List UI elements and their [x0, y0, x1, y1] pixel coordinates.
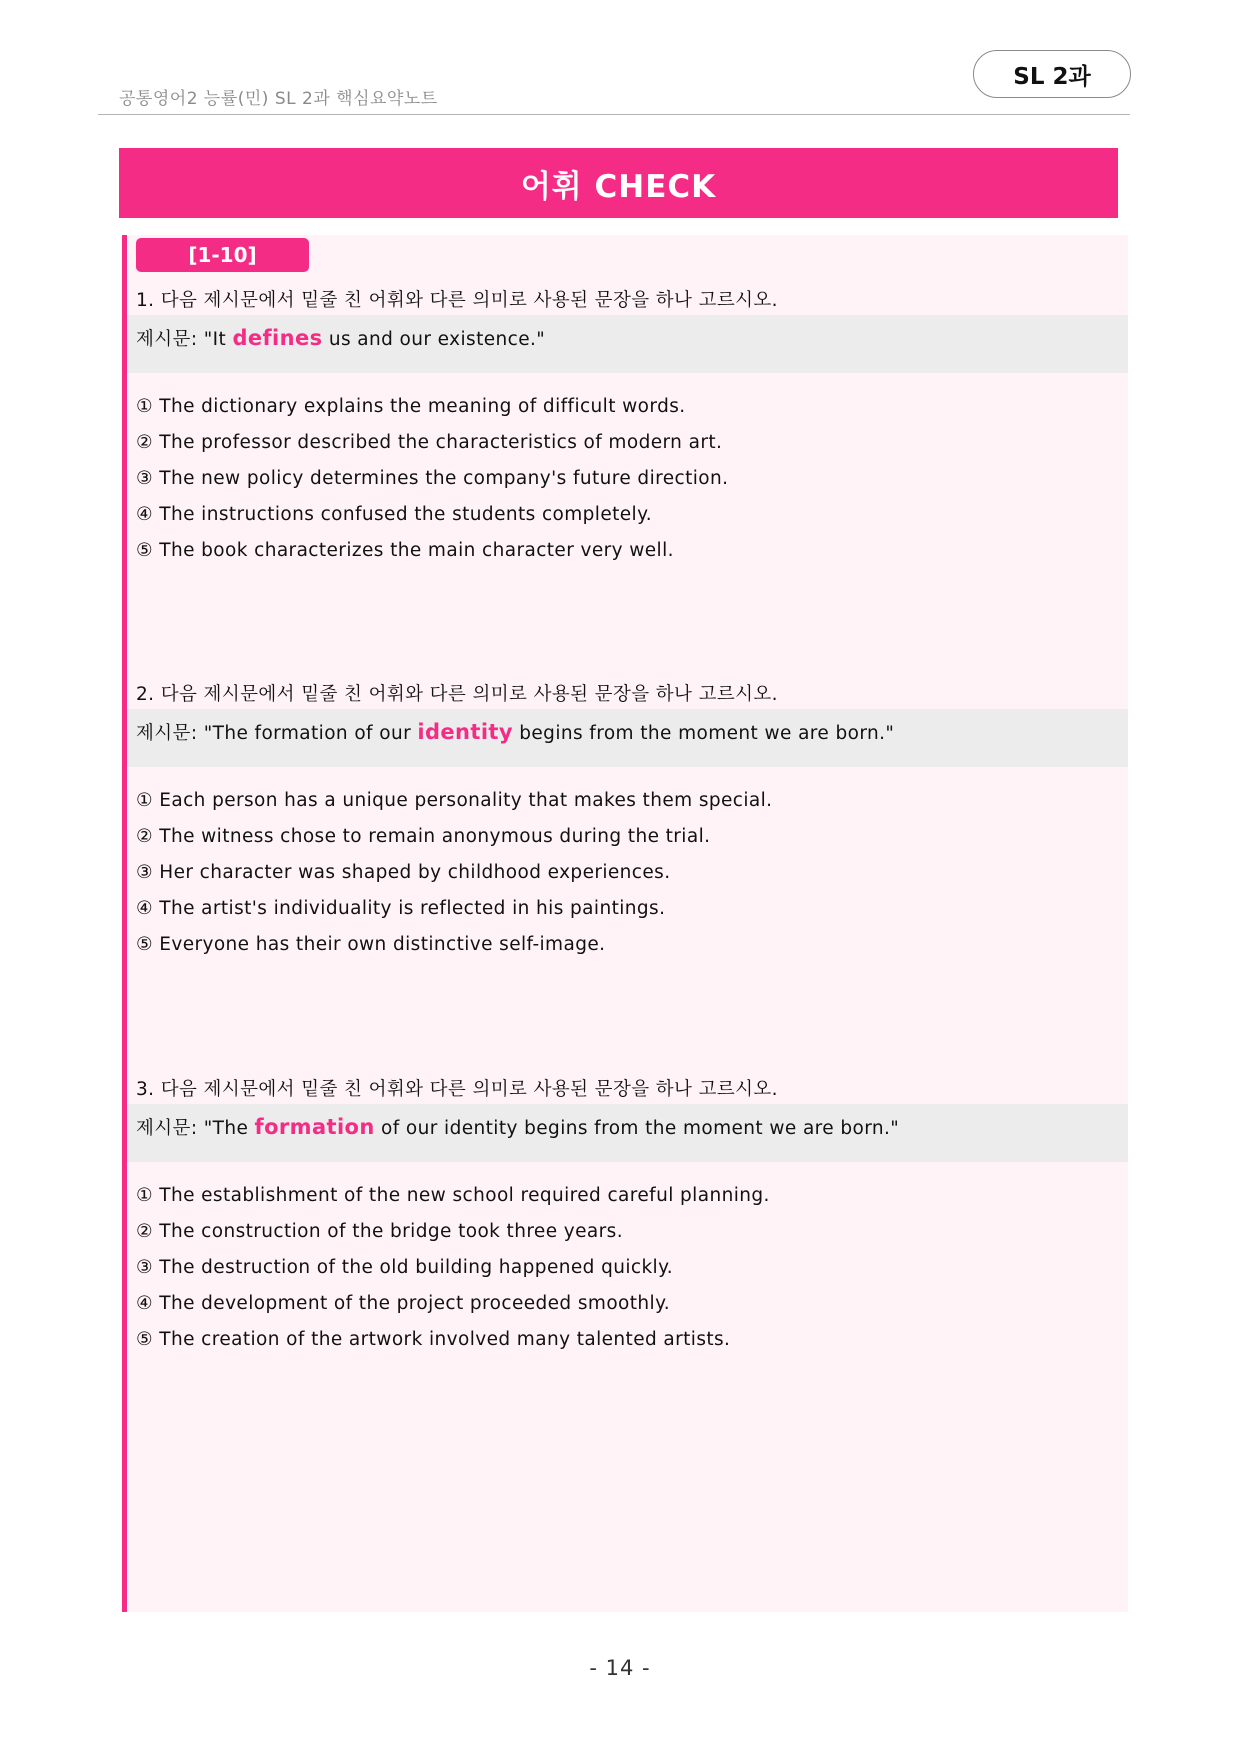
answer-option[interactable]: ② The witness chose to remain anonymous during the trial.	[136, 826, 711, 847]
question-1-passage	[136, 325, 545, 353]
target-word: identity	[417, 720, 513, 744]
answer-option[interactable]: ⑤ The creation of the artwork involved many talented artists.	[136, 1329, 731, 1350]
passage-label: 제시문:	[136, 1118, 204, 1139]
answer-option[interactable]: ② The professor described the characteristics of modern art.	[136, 432, 723, 453]
question-range-tag: [1-10]	[136, 238, 309, 272]
section-title: 어휘 CHECK	[119, 148, 1118, 218]
passage-text-after: begins from the moment we are born."	[512, 723, 895, 744]
question-3-passage-box	[127, 1104, 1128, 1162]
header-divider	[98, 114, 1130, 115]
answer-option[interactable]: ① Each person has a unique personality that makes them special.	[136, 790, 773, 811]
answer-option[interactable]: ④ The development of the project proceeded smoothly.	[136, 1293, 671, 1314]
question-1-passage-box	[127, 315, 1128, 373]
answer-option[interactable]: ④ The instructions confused the students completely.	[136, 504, 653, 525]
target-word: defines	[232, 326, 323, 350]
passage-text-before: "The	[203, 1118, 255, 1139]
question-1-instruction: 1. 다음 제시문에서 밑줄 친 어휘와 다른 의미로 사용된 문장을 하나 고르시오.	[136, 290, 778, 311]
passage-text-after: us and our existence."	[322, 329, 546, 350]
answer-option[interactable]: ④ The artist's individuality is reflected in his paintings.	[136, 898, 666, 919]
lesson-badge: SL 2과	[973, 50, 1131, 98]
answer-option[interactable]: ③ The destruction of the old building happened quickly.	[136, 1257, 674, 1278]
question-3-instruction: 3. 다음 제시문에서 밑줄 친 어휘와 다른 의미로 사용된 문장을 하나 고르시오.	[136, 1079, 778, 1100]
page-number: - 14 -	[589, 1656, 651, 1680]
question-1-options	[136, 389, 728, 569]
target-word: formation	[254, 1115, 375, 1139]
document-header: 공통영어2 능률(민) SL 2과 핵심요약노트	[119, 89, 438, 109]
question-3-passage	[136, 1114, 899, 1142]
answer-option[interactable]: ① The establishment of the new school required careful planning.	[136, 1185, 770, 1206]
answer-option[interactable]: ② The construction of the bridge took three years.	[136, 1221, 623, 1242]
passage-text-before: "The formation of our	[203, 723, 418, 744]
passage-text-before: "It	[203, 329, 233, 350]
answer-option[interactable]: ③ The new policy determines the company's future direction.	[136, 468, 729, 489]
answer-option[interactable]: ⑤ The book characterizes the main character very well.	[136, 540, 674, 561]
answer-option[interactable]: ⑤ Everyone has their own distinctive self-image.	[136, 934, 606, 955]
question-2-instruction: 2. 다음 제시문에서 밑줄 친 어휘와 다른 의미로 사용된 문장을 하나 고르시오.	[136, 684, 778, 705]
passage-label: 제시문:	[136, 329, 204, 350]
question-2-passage	[136, 719, 894, 747]
passage-label: 제시문:	[136, 723, 204, 744]
answer-option[interactable]: ① The dictionary explains the meaning of difficult words.	[136, 396, 686, 417]
question-2-options	[136, 783, 772, 963]
question-3-options	[136, 1178, 770, 1358]
question-2-passage-box	[127, 709, 1128, 767]
answer-option[interactable]: ③ Her character was shaped by childhood experiences.	[136, 862, 671, 883]
passage-text-after: of our identity begins from the moment we are born."	[374, 1118, 900, 1139]
